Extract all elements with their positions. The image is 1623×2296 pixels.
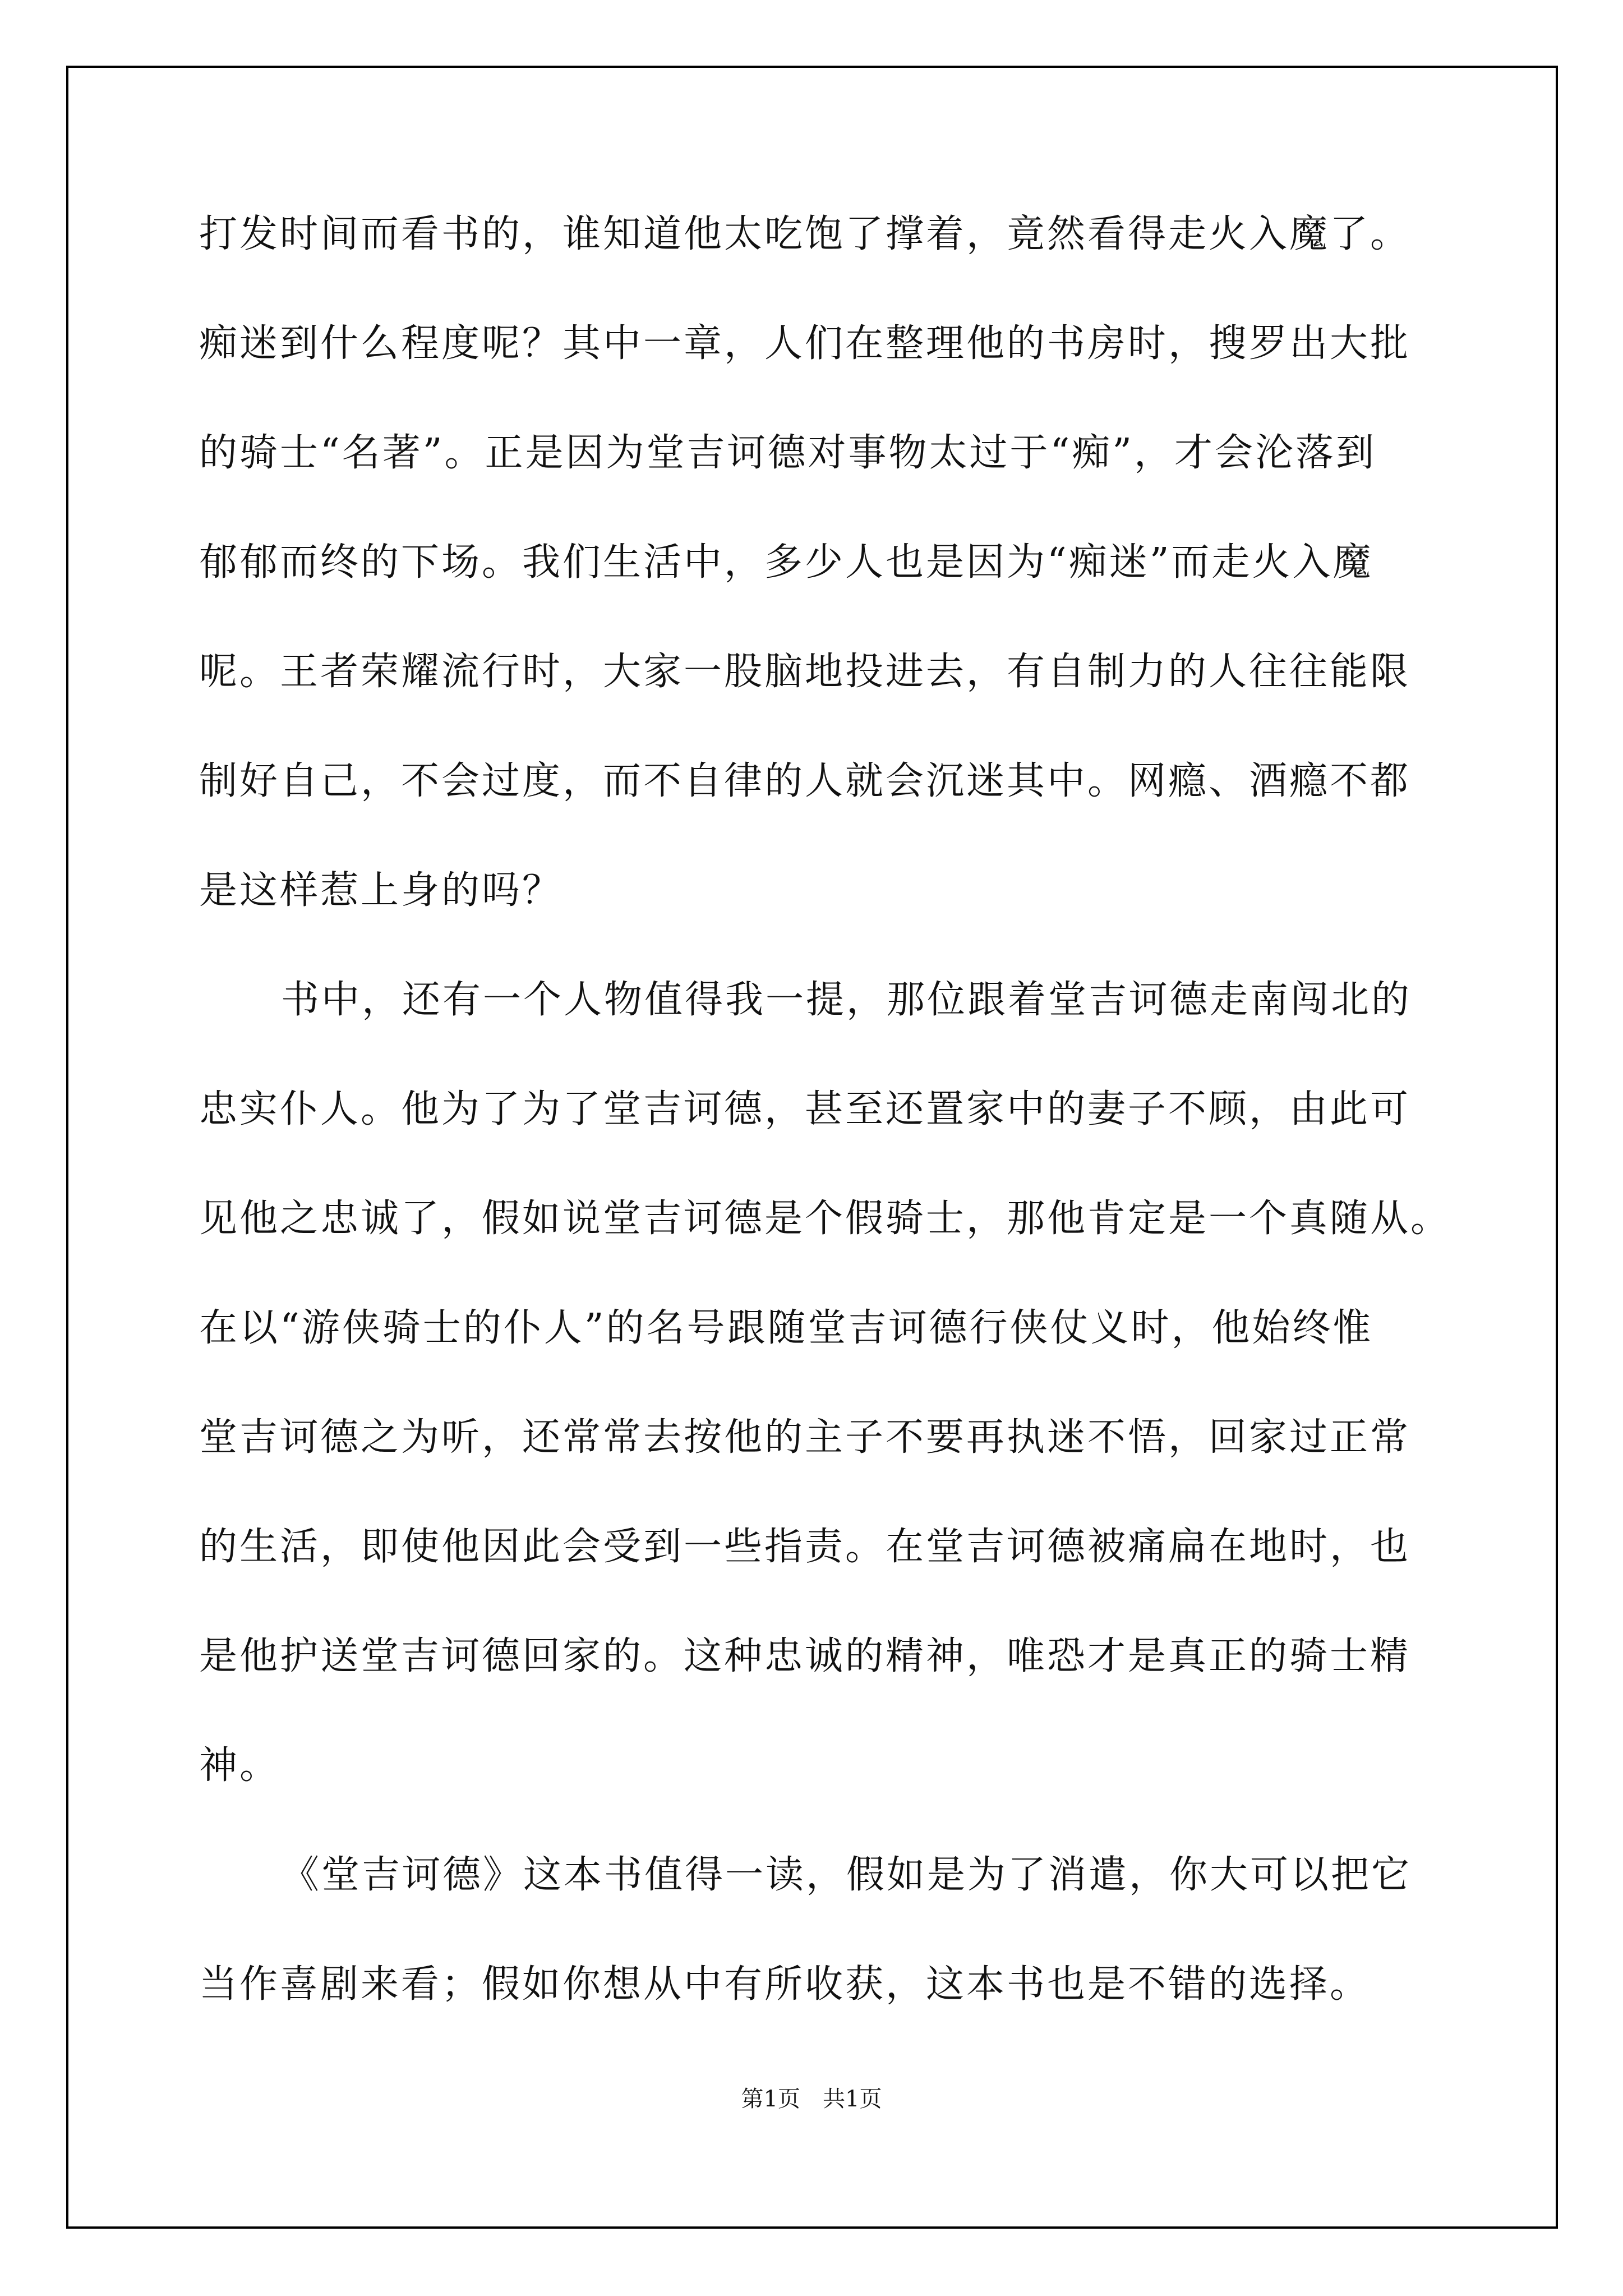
text-line: 堂吉诃德之为听，还常常去按他的主子不要再执迷不悟，回家过正常	[199, 1415, 1411, 1460]
text-line: 的生活，即使他因此会受到一些指责。在堂吉诃德被痛扁在地时，也	[199, 1525, 1411, 1569]
text-line: 是这样惹上身的吗？	[199, 868, 563, 913]
text-line: 制好自己，不会过度，而不自律的人就会沉迷其中。网瘾、酒瘾不都	[199, 759, 1411, 803]
text-line: 见他之忠诚了，假如说堂吉诃德是个假骑士，那他肯定是一个真随从。	[199, 1197, 1451, 1241]
page-number-label: 第1页 共1页	[741, 2086, 882, 2112]
text-line: 在以“游侠骑士的仆人”的名号跟随堂吉诃德行侠仗义时，他始终惟	[199, 1306, 1373, 1350]
page-footer	[0, 2081, 1623, 2113]
text-line: 当作喜剧来看；假如你想从中有所收获，这本书也是不错的选择。	[199, 1962, 1371, 2007]
document-body	[199, 212, 1451, 2072]
text-line: 忠实仆人。他为了为了堂吉诃德，甚至还置家中的妻子不顾，由此可	[199, 1087, 1411, 1131]
text-line: 是他护送堂吉诃德回家的。这种忠诚的精神，唯恐才是真正的骑士精	[199, 1634, 1411, 1678]
text-line: 打发时间而看书的，谁知道他太吃饱了撑着，竟然看得走火入魔了。	[199, 212, 1411, 256]
text-line: 《堂吉诃德》这本书值得一读，假如是为了消遣，你大可以把它	[281, 1853, 1412, 1897]
text-line: 呢。王者荣耀流行时，大家一股脑地投进去，有自制力的人往往能限	[199, 650, 1411, 694]
text-line: 书中，还有一个人物值得我一提，那位跟着堂吉诃德走南闯北的	[281, 978, 1412, 1022]
text-line: 的骑士“名著”。正是因为堂吉诃德对事物太过于“痴”，才会沦落到	[199, 431, 1377, 475]
text-line: 痴迷到什么程度呢？其中一章，人们在整理他的书房时，搜罗出大批	[199, 321, 1411, 366]
text-line: 神。	[199, 1743, 280, 1788]
text-line: 郁郁而终的下场。我们生活中，多少人也是因为“痴迷”而走火入魔	[199, 540, 1373, 585]
